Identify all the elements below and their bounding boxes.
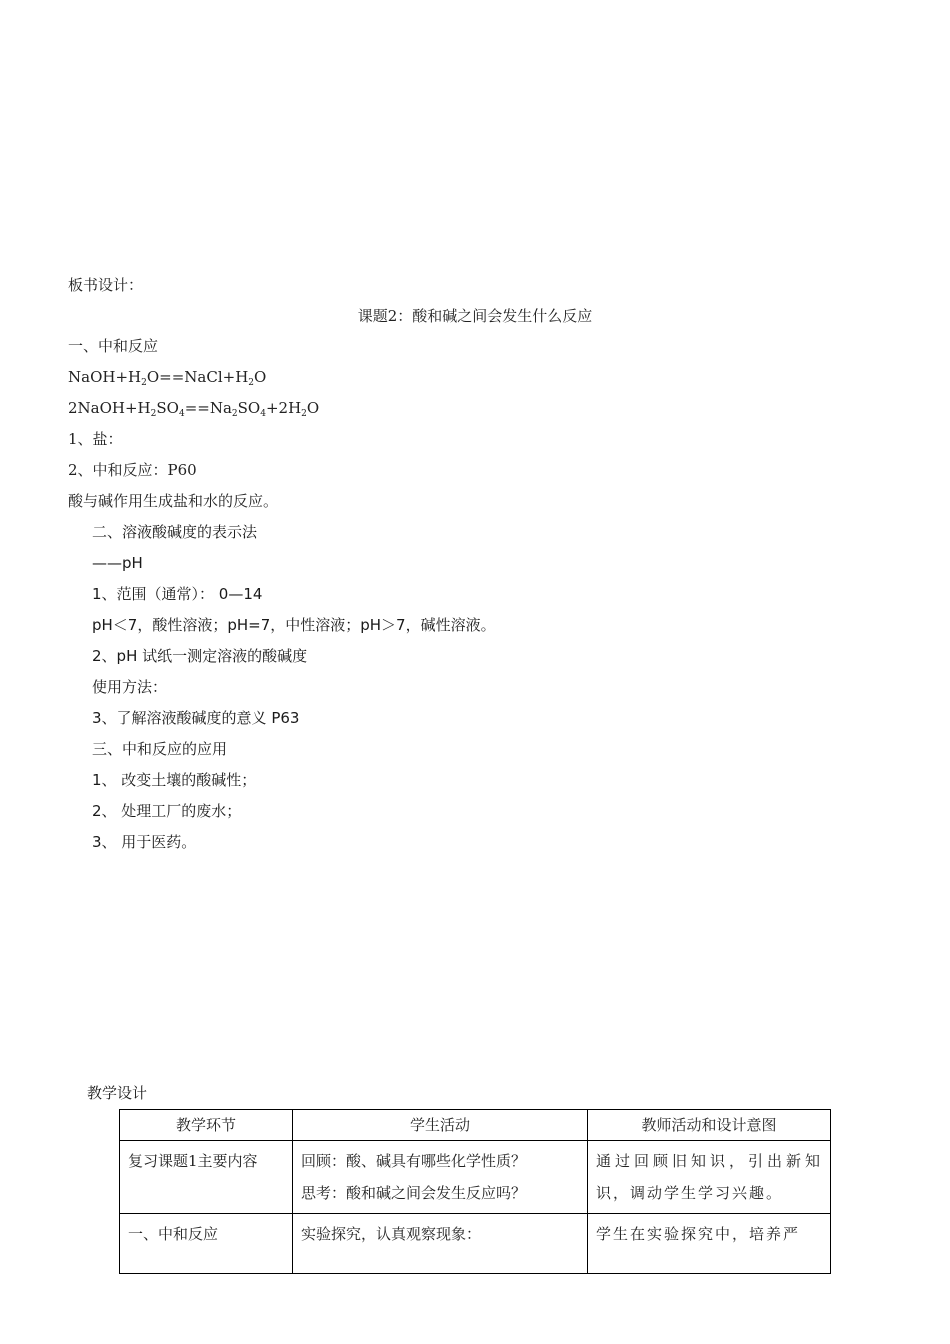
ph-paper: 2、pH 试纸一测定溶液的酸碱度 [92, 647, 308, 665]
row-teacher-activity: 学生在实验探究中，培养严 [588, 1214, 831, 1274]
equation-naoh-h2so4: $2NaOH+H_2SO_4==Na_2SO_4+2H_2O$ [68, 399, 320, 419]
application-soil: 1、 改变土壤的酸碱性； [92, 771, 257, 789]
ph-range: 1、范围（通常）： 0—14 [92, 585, 263, 603]
ph-classification: pH＜7，酸性溶液；pH=7，中性溶液；pH＞7，碱性溶液。 [92, 616, 496, 634]
table-row [120, 1141, 831, 1214]
header-student-activity: 学生活动 [293, 1110, 588, 1141]
equation-naoh-hcl: $NaOH+H_2O==NaCl+H_2O$ [68, 368, 267, 388]
item-salt: 1、盐： [68, 430, 123, 448]
ph-label: ——pH [92, 554, 143, 572]
lesson-title: 课题2：酸和碱之间会发生什么反应 [357, 307, 593, 325]
row-step: 复习课题1主要内容 [120, 1141, 293, 1214]
student-activity-line: 回顾：酸、碱具有哪些化学性质？ [301, 1152, 527, 1170]
row-teacher-activity: 通过回顾旧知识，引出新知识，调动学生学习兴趣。 [588, 1141, 831, 1214]
section-ph-representation: 二、溶液酸碱度的表示法 [92, 523, 258, 541]
application-medicine: 3、 用于医药。 [92, 833, 197, 851]
application-wastewater: 2、 处理工厂的废水； [92, 802, 242, 820]
row-student-activity [293, 1141, 588, 1214]
table-header-row [120, 1110, 831, 1141]
row-step: 一、中和反应 [120, 1214, 293, 1274]
teaching-design-label: 教学设计 [87, 1084, 148, 1102]
table-row [120, 1214, 831, 1274]
header-teacher-activity: 教师活动和设计意图 [588, 1110, 831, 1141]
neutralization-definition: 酸与碱作用生成盐和水的反应。 [68, 492, 279, 510]
student-activity-line: 实验探究，认真观察现象： [301, 1225, 482, 1243]
teaching-design-table [119, 1109, 831, 1274]
row-student-activity [293, 1214, 588, 1274]
header-step: 教学环节 [120, 1110, 293, 1141]
item-neutralization-def: 2、中和反应：P60 [68, 461, 197, 479]
section-applications: 三、中和反应的应用 [92, 740, 228, 758]
ph-significance: 3、了解溶液酸碱度的意义 P63 [92, 709, 300, 727]
section-neutralization: 一、中和反应 [68, 337, 159, 355]
board-design-label: 板书设计： [68, 276, 144, 294]
student-activity-line: 思考：酸和碱之间会发生反应吗？ [301, 1184, 527, 1202]
usage-method: 使用方法： [92, 678, 168, 696]
